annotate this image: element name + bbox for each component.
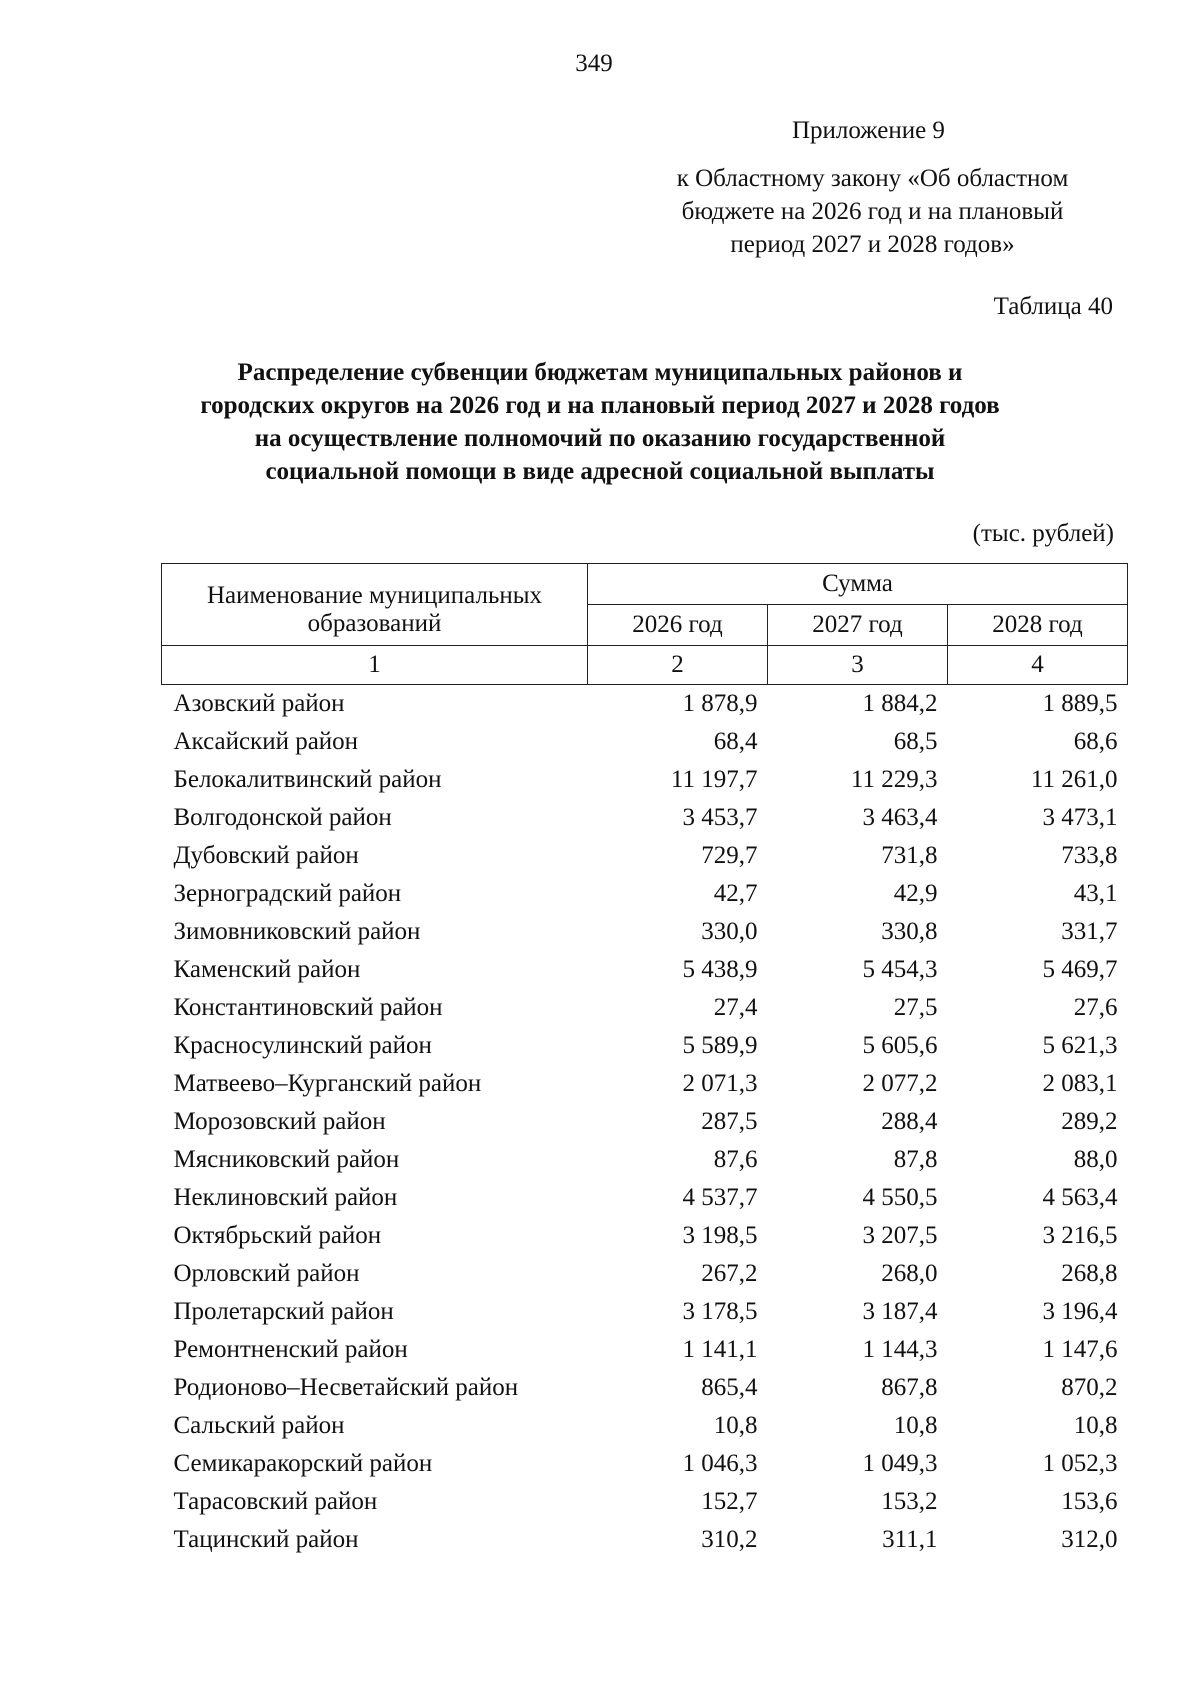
cell-2028: 1 052,3 xyxy=(1042,1450,1118,1477)
table-row xyxy=(162,685,1128,724)
subvention-table xyxy=(161,563,1128,1559)
cell-2028: 43,1 xyxy=(1073,880,1118,907)
column-number: 2 xyxy=(588,646,768,685)
cell-2026: 5 589,9 xyxy=(682,1032,758,1059)
cell-2026: 330,0 xyxy=(701,918,758,945)
cell-name: Каменский район xyxy=(173,956,361,983)
cell-2028: 11 261,0 xyxy=(1030,766,1118,793)
table-row xyxy=(162,875,1128,913)
cell-2028: 289,2 xyxy=(1061,1108,1118,1135)
cell-2027: 1 049,3 xyxy=(862,1450,938,1477)
cell-name: Октябрьский район xyxy=(173,1222,382,1249)
cell-name: Сальский район xyxy=(173,1412,345,1439)
cell-name: Тарасовский район xyxy=(173,1488,378,1515)
table-row xyxy=(162,1369,1128,1407)
column-number: 4 xyxy=(948,646,1128,685)
table-row xyxy=(162,1331,1128,1369)
cell-name: Матвеево–Курганский район xyxy=(173,1070,482,1097)
law-reference-line: к Областному закону «Об областном xyxy=(676,165,1069,192)
table-row xyxy=(162,1141,1128,1179)
cell-2028: 88,0 xyxy=(1073,1146,1118,1173)
cell-2026: 287,5 xyxy=(701,1108,758,1135)
table-row xyxy=(162,1483,1128,1521)
cell-2026: 10,8 xyxy=(713,1412,758,1439)
cell-2028: 153,6 xyxy=(1061,1488,1118,1515)
cell-name: Зимовниковский район xyxy=(173,918,421,945)
table-row xyxy=(162,723,1128,761)
cell-2026: 865,4 xyxy=(701,1374,758,1401)
table-row xyxy=(162,913,1128,951)
cell-2026: 5 438,9 xyxy=(682,956,758,983)
cell-name: Тацинский район xyxy=(173,1526,359,1553)
cell-2026: 3 453,7 xyxy=(682,804,758,831)
cell-name: Неклиновский район xyxy=(173,1184,398,1211)
cell-2026: 310,2 xyxy=(701,1526,758,1553)
page-number: 349 xyxy=(575,50,613,77)
cell-2028: 870,2 xyxy=(1061,1374,1118,1401)
table-row xyxy=(162,1027,1128,1065)
cell-2026: 1 878,9 xyxy=(682,690,758,717)
cell-2028: 2 083,1 xyxy=(1042,1070,1118,1097)
column-header-sum: Сумма xyxy=(588,564,1128,605)
cell-name: Морозовский район xyxy=(173,1108,386,1135)
cell-2027: 27,5 xyxy=(893,994,938,1021)
table-row xyxy=(162,799,1128,837)
column-header-2027: 2027 год xyxy=(768,605,948,646)
table-header xyxy=(162,564,1128,685)
cell-2026: 267,2 xyxy=(701,1260,758,1287)
cell-name: Аксайский район xyxy=(173,728,359,755)
cell-2027: 2 077,2 xyxy=(862,1070,938,1097)
table-row xyxy=(162,1179,1128,1217)
cell-2027: 10,8 xyxy=(893,1412,938,1439)
cell-2027: 3 207,5 xyxy=(862,1222,938,1249)
document-title xyxy=(110,356,1090,488)
cell-name: Пролетарский район xyxy=(173,1298,394,1325)
table-label: Таблица 40 xyxy=(993,293,1113,320)
column-header-name: Наименование муниципальных образований xyxy=(162,564,588,646)
cell-2026: 1 046,3 xyxy=(682,1450,758,1477)
cell-2027: 3 463,4 xyxy=(862,804,938,831)
appendix-label: Приложение 9 xyxy=(792,117,945,144)
cell-2026: 729,7 xyxy=(701,842,758,869)
cell-2028: 3 216,5 xyxy=(1042,1222,1118,1249)
cell-2027: 87,8 xyxy=(893,1146,938,1173)
cell-2026: 27,4 xyxy=(713,994,758,1021)
cell-2027: 4 550,5 xyxy=(862,1184,938,1211)
title-line: городских округов на 2026 год и на плановый период 2027 и 2028 годов xyxy=(200,392,1000,419)
cell-name: Красносулинский район xyxy=(173,1032,432,1059)
column-number: 3 xyxy=(768,646,948,685)
table-row xyxy=(162,1065,1128,1103)
table-row xyxy=(162,1445,1128,1483)
cell-2028: 3 196,4 xyxy=(1042,1298,1118,1325)
table-row xyxy=(162,1255,1128,1293)
cell-2026: 68,4 xyxy=(713,728,758,755)
cell-2027: 867,8 xyxy=(881,1374,938,1401)
cell-2027: 42,9 xyxy=(893,880,938,907)
cell-2027: 731,8 xyxy=(881,842,938,869)
cell-2028: 10,8 xyxy=(1073,1412,1118,1439)
title-line: Распределение субвенции бюджетам муниципальных районов и xyxy=(237,359,963,386)
table-row xyxy=(162,761,1128,799)
cell-2028: 268,8 xyxy=(1061,1260,1118,1287)
cell-name: Мясниковский район xyxy=(173,1146,400,1173)
cell-name: Константиновский район xyxy=(173,994,443,1021)
cell-2027: 5 605,6 xyxy=(862,1032,938,1059)
table-row xyxy=(162,837,1128,875)
table-row xyxy=(162,1217,1128,1255)
law-reference-line: период 2027 и 2028 годов» xyxy=(730,231,1015,258)
cell-name: Ремонтненский район xyxy=(173,1336,408,1363)
table-row xyxy=(162,951,1128,989)
cell-2028: 5 469,7 xyxy=(1042,956,1118,983)
cell-name: Родионово–Несветайский район xyxy=(173,1374,519,1401)
column-header-2026: 2026 год xyxy=(588,605,768,646)
cell-name: Волгодонской район xyxy=(173,804,392,831)
cell-name: Азовский район xyxy=(173,690,345,717)
title-line: социальной помощи в виде адресной социальной выплаты xyxy=(265,458,935,485)
column-header-2028: 2028 год xyxy=(948,605,1128,646)
cell-2028: 331,7 xyxy=(1061,918,1118,945)
cell-2028: 3 473,1 xyxy=(1042,804,1118,831)
cell-2027: 268,0 xyxy=(881,1260,938,1287)
cell-2026: 152,7 xyxy=(701,1488,758,1515)
units-note: (тыс. рублей) xyxy=(972,520,1114,547)
cell-2026: 4 537,7 xyxy=(682,1184,758,1211)
cell-2026: 11 197,7 xyxy=(670,766,758,793)
cell-name: Дубовский район xyxy=(173,842,359,869)
cell-name: Семикаракорский район xyxy=(173,1450,433,1477)
law-reference xyxy=(640,162,1105,261)
cell-2027: 11 229,3 xyxy=(850,766,938,793)
cell-2027: 3 187,4 xyxy=(862,1298,938,1325)
cell-2027: 5 454,3 xyxy=(862,956,938,983)
cell-2028: 733,8 xyxy=(1061,842,1118,869)
table-row xyxy=(162,1407,1128,1445)
law-reference-line: бюджете на 2026 год и на плановый xyxy=(681,198,1064,225)
table-body xyxy=(162,685,1128,1560)
cell-2026: 1 141,1 xyxy=(682,1336,758,1363)
cell-name: Зерноградский район xyxy=(173,880,402,907)
cell-2026: 2 071,3 xyxy=(682,1070,758,1097)
cell-2027: 68,5 xyxy=(893,728,938,755)
cell-2026: 3 198,5 xyxy=(682,1222,758,1249)
cell-2027: 1 144,3 xyxy=(862,1336,938,1363)
cell-2028: 312,0 xyxy=(1061,1526,1118,1553)
table-row xyxy=(162,1103,1128,1141)
cell-2027: 330,8 xyxy=(881,918,938,945)
cell-2028: 5 621,3 xyxy=(1042,1032,1118,1059)
cell-2027: 153,2 xyxy=(881,1488,938,1515)
cell-2026: 3 178,5 xyxy=(682,1298,758,1325)
cell-2027: 1 884,2 xyxy=(862,690,938,717)
cell-2026: 87,6 xyxy=(713,1146,758,1173)
cell-2027: 311,1 xyxy=(882,1526,938,1553)
table-row xyxy=(162,1293,1128,1331)
cell-2026: 42,7 xyxy=(713,880,758,907)
title-line: на осуществление полномочий по оказанию государственной xyxy=(254,425,946,452)
cell-2027: 288,4 xyxy=(881,1108,938,1135)
cell-2028: 4 563,4 xyxy=(1042,1184,1118,1211)
cell-name: Орловский район xyxy=(173,1260,360,1287)
cell-2028: 27,6 xyxy=(1073,994,1118,1021)
cell-2028: 68,6 xyxy=(1073,728,1118,755)
table-row xyxy=(162,1521,1128,1559)
table-row xyxy=(162,989,1128,1027)
cell-2028: 1 147,6 xyxy=(1042,1336,1118,1363)
cell-2028: 1 889,5 xyxy=(1042,690,1118,717)
cell-name: Белокалитвинский район xyxy=(173,766,442,793)
column-number: 1 xyxy=(162,646,588,685)
